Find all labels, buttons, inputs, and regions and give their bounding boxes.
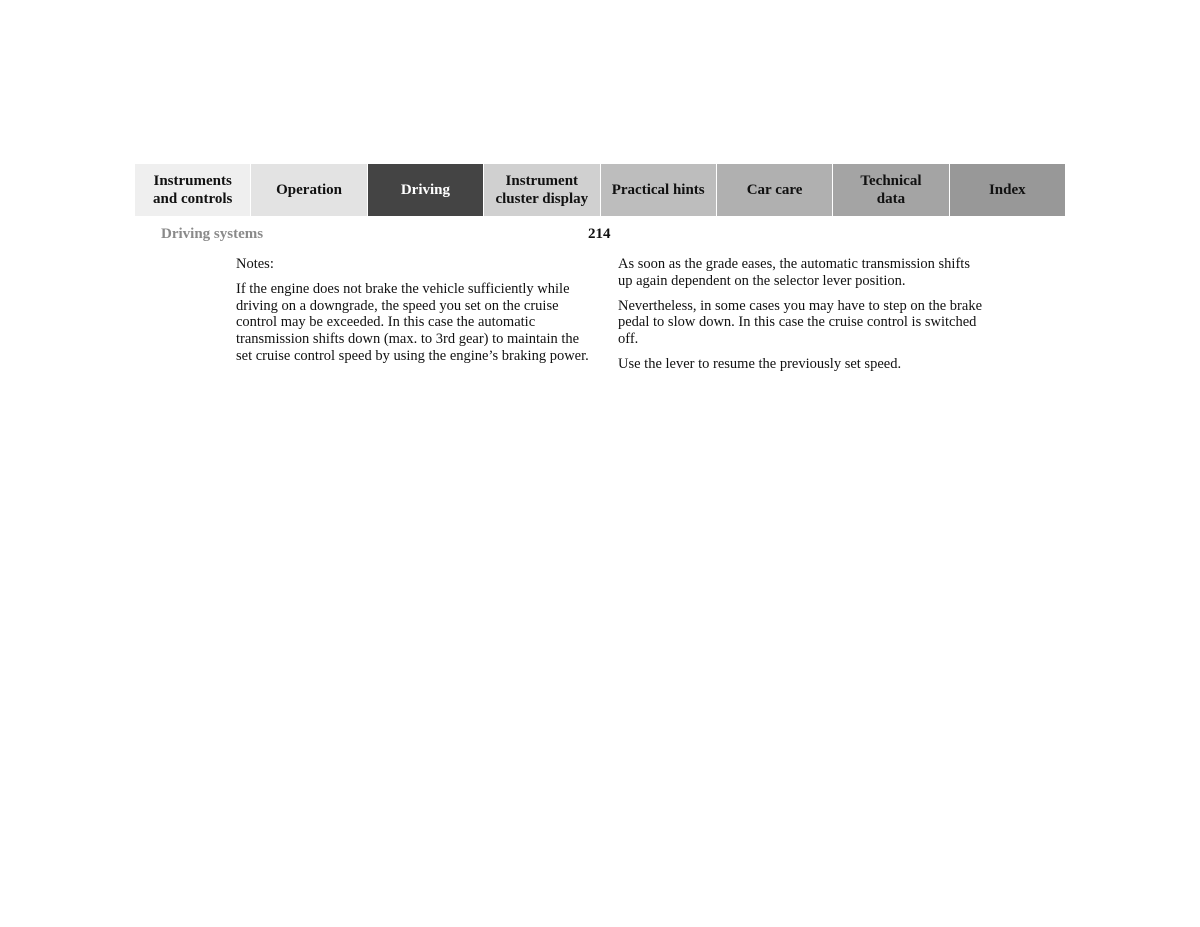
tab-index[interactable]: Index [950,164,1065,216]
paragraph-downgrade: If the engine does not brake the vehicle sufficiently while driving on a downgrade, the speed you set on the cruise control may be exceeded. In this case the automatic transmission shifts down (max. to 3rd gear) to maintain the set cruise control speed by using the engine’s braking power. [236,280,589,364]
tab-instruments-and-controls[interactable]: Instruments and controls [135,164,251,216]
tab-driving[interactable]: Driving [368,164,484,216]
tab-operation[interactable]: Operation [251,164,367,216]
tab-technical-data[interactable]: Technical data [833,164,949,216]
right-column [618,256,983,381]
paragraph-grade-eases: As soon as the grade eases, the automatic transmission shifts up again dependent on the selector lever position. [618,256,970,289]
tab-practical-hints[interactable]: Practical hints [601,164,717,216]
tab-instrument-cluster-display[interactable]: Instrument cluster display [484,164,600,216]
notes-label: Notes: [236,256,274,272]
page-number: 214 [588,226,611,242]
chapter-tabs [135,164,1065,216]
paragraph-brake-pedal: Nevertheless, in some cases you may have to step on the brake pedal to slow down. In this case the cruise control is switched off. [618,297,983,348]
section-title: Driving systems [161,226,264,242]
left-column [236,256,596,373]
tab-car-care[interactable]: Car care [717,164,833,216]
paragraph-resume-speed: Use the lever to resume the previously set speed. [618,355,902,372]
